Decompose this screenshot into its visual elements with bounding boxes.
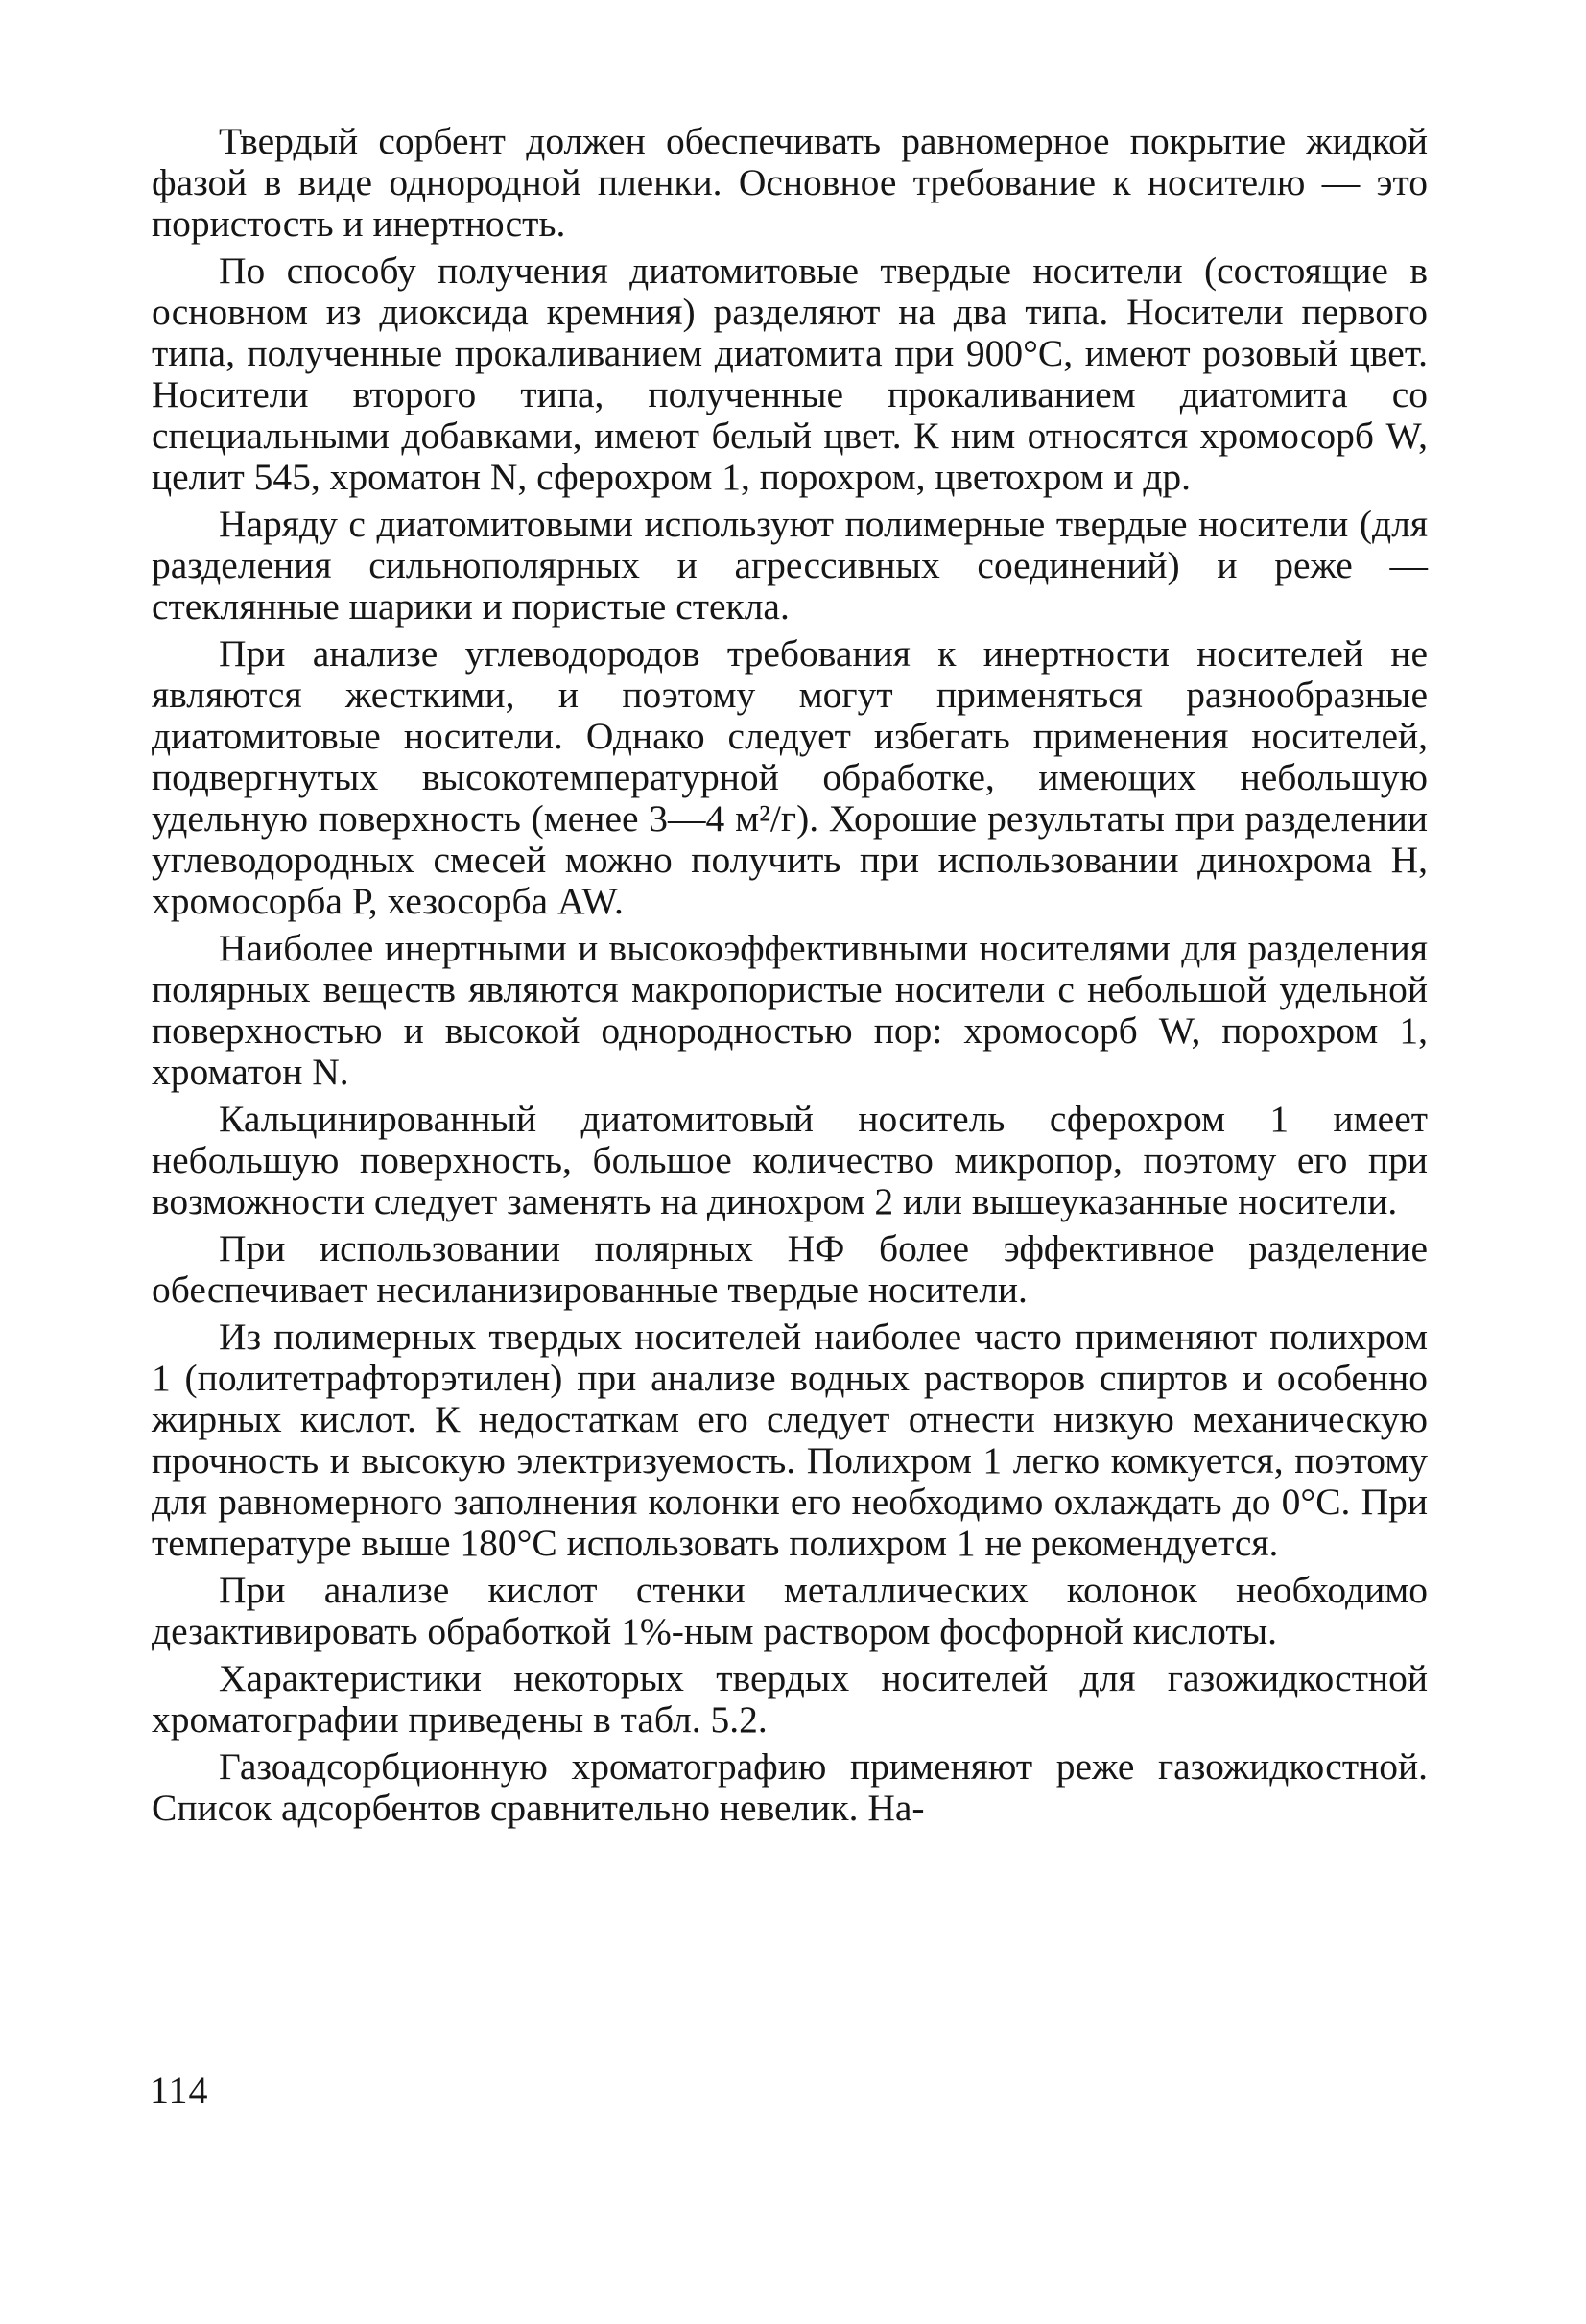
paragraph-10: Характеристики некоторых твердых носителей для газожидкостной хроматографии приведены в табл. 5.2. [152, 1657, 1428, 1741]
paragraph-7: При использовании полярных НФ более эффективное разделение обеспечивает несиланизированные твердые носители. [152, 1227, 1428, 1311]
paragraph-11: Газоадсорбционную хроматографию применяют реже газожидкостной. Список адсорбентов сравнительно невелик. На- [152, 1745, 1428, 1829]
paragraph-9: При анализе кислот стенки металлических колонок необходимо дезактивировать обработкой 1%-ным раствором фосфорной кислоты. [152, 1569, 1428, 1652]
paragraph-1: Твердый сорбент должен обеспечивать равномерное покрытие жидкой фазой в виде однородной пленки. Основное требование к носителю — это пористость и инертность. [152, 120, 1428, 245]
page-body [152, 121, 1428, 1835]
paragraph-4: При анализе углеводородов требования к инертности носителей не являются жесткими, и поэтому могут применяться разнообразные диатомитовые носители. Однако следует избегать применения носителей, подвергнутых высокотемпературной обработке, имеющих небольшую удельную поверхность (менее 3—4 м²/г). Хорошие результаты при разделении углеводородных смесей можно получить при использовании динохрома Н, хромосорба Р, хезосорба AW. [152, 632, 1428, 922]
paragraph-2: По способу получения диатомитовые твердые носители (состоящие в основном из диоксида кремния) разделяют на два типа. Носители первого типа, полученные прокаливанием диатомита при 900°С, имеют розовый цвет. Носители второго типа, полученные прокаливанием диатомита со специальными добавками, имеют белый цвет. К ним относятся хромосорб W, целит 545, хроматон N, сферохром 1, порохром, цветохром и др. [152, 249, 1428, 498]
paragraph-5: Наиболее инертными и высокоэффективными носителями для разделения полярных веществ являются макропористые носители с небольшой удельной поверхностью и высокой однородностью пор: хромосорб W, порохром 1, хроматон N. [152, 927, 1428, 1093]
paragraph-6: Кальцинированный диатомитовый носитель сферохром 1 имеет небольшую поверхность, большое количество микропор, поэтому его при возможности следует заменять на динохром 2 или вышеуказанные носители. [152, 1098, 1428, 1222]
paragraph-3: Наряду с диатомитовыми используют полимерные твердые носители (для разделения сильнополярных и агрессивных соединений) и реже — стеклянные шарики и пористые стекла. [152, 503, 1428, 628]
paragraph-8: Из полимерных твердых носителей наиболее часто применяют полихром 1 (политетрафторэтилен) при анализе водных растворов спиртов и особенно жирных кислот. К недостаткам его следует отнести низкую механическую прочность и высокую электризуемость. Полихром 1 легко комкуется, поэтому для равномерного заполнения колонки его необходимо охлаждать до 0°С. При температуре выше 180°С использовать полихром 1 не рекомендуется. [152, 1316, 1428, 1564]
page-number: 114 [150, 2069, 209, 2112]
